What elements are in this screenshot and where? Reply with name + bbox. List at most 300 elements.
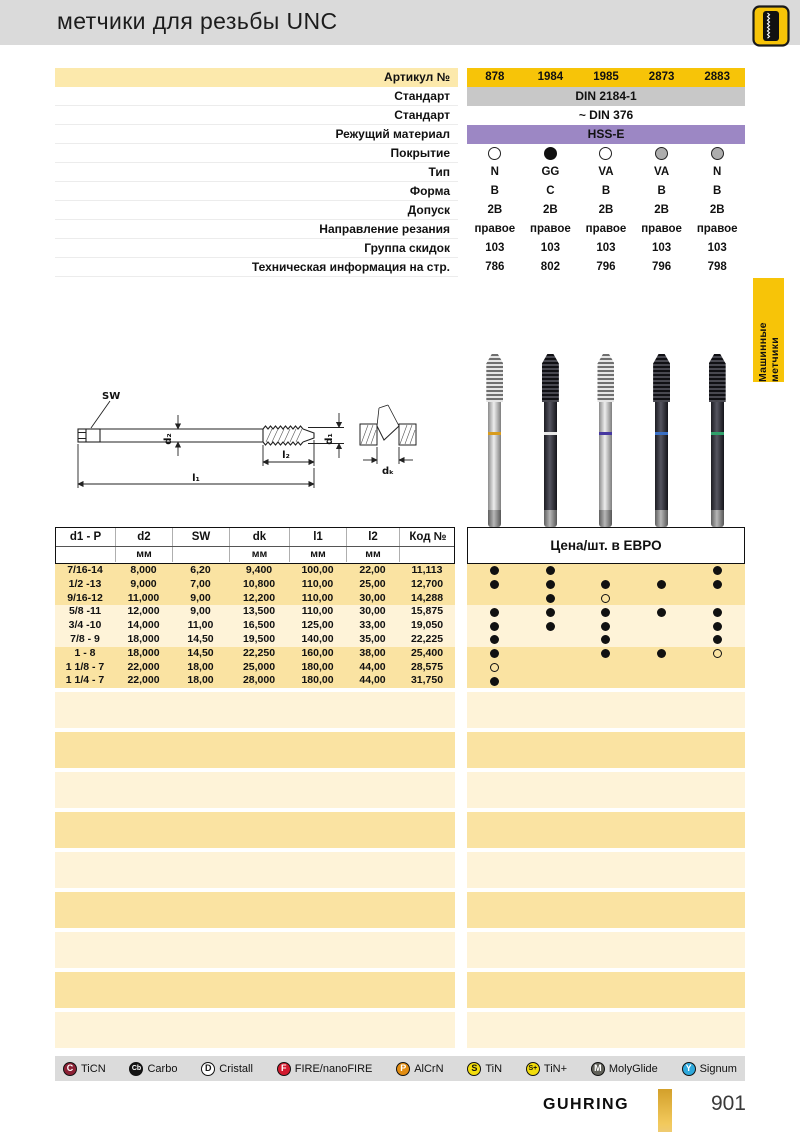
tap-photo <box>486 354 503 528</box>
empty-band-left <box>55 772 455 808</box>
tap-photo <box>709 354 726 528</box>
page-header <box>0 0 800 45</box>
filled-availability-dot-icon <box>546 566 555 575</box>
dot-cell <box>689 661 745 675</box>
color-ring <box>711 432 724 435</box>
filled-availability-dot-icon <box>713 622 722 631</box>
dot-cell <box>467 647 523 661</box>
table-cell: 9,000 <box>130 577 157 590</box>
legend-badge-splus-icon: S+ <box>526 1062 540 1076</box>
spec-row-values <box>467 125 745 144</box>
table-cell: 22,00 <box>359 564 386 576</box>
price-dot-row <box>467 605 745 619</box>
table-cell: 12,200 <box>242 591 276 604</box>
filled-availability-dot-icon <box>490 608 499 617</box>
tap-square-end <box>655 510 668 527</box>
table-cell: 10,800 <box>242 577 276 590</box>
table-row <box>55 674 455 688</box>
legend-item <box>63 1062 106 1076</box>
legend-label: MolyGlide <box>608 1062 658 1075</box>
table-cell: 110,00 <box>301 577 334 590</box>
spec-row-label: Допуск <box>55 201 458 220</box>
spec-value-cell: B <box>657 185 666 197</box>
dot-cell <box>634 674 690 688</box>
dot-cell <box>523 592 579 606</box>
dot-cell <box>467 661 523 675</box>
main-table-rows <box>55 564 455 688</box>
table-cell: 22,000 <box>127 660 160 673</box>
spec-value-cell: 103 <box>596 242 616 254</box>
table-cell: 25,400 <box>410 646 444 659</box>
filled-availability-dot-icon <box>601 580 610 589</box>
dot-cell <box>523 633 579 647</box>
spec-value-cell: 786 <box>485 261 505 273</box>
legend-badge-y-icon: Y <box>682 1062 696 1076</box>
legend-badge-p-icon: P <box>396 1062 410 1076</box>
table-cell: 110,00 <box>301 605 334 618</box>
table-cell: 8,000 <box>130 564 157 576</box>
filled-availability-dot-icon <box>546 608 555 617</box>
dot-cell <box>578 592 634 606</box>
spec-row-label: Покрытие <box>55 144 458 163</box>
spec-value-cell: 2873 <box>648 71 675 83</box>
tap-square-end <box>599 510 612 527</box>
spec-value-cell: 103 <box>707 242 727 254</box>
spec-row <box>55 125 745 144</box>
table-cell: 110,00 <box>301 591 334 604</box>
gray-coating-dot-icon <box>655 147 668 160</box>
spec-row-label: Группа скидок <box>55 239 458 258</box>
dot-cell <box>689 605 745 619</box>
dot-cell <box>634 661 690 675</box>
dot-cell <box>578 647 634 661</box>
spec-span-value: HSS-E <box>467 125 745 144</box>
main-table-header-row <box>56 528 454 547</box>
page-number: 901 <box>710 1092 746 1115</box>
dot-cell <box>689 647 745 661</box>
table-cell: 22,225 <box>410 632 444 645</box>
spec-value-cell: правое <box>474 223 516 235</box>
table-row <box>55 633 455 647</box>
table-cell: 9,00 <box>190 605 211 618</box>
spec-row <box>55 201 745 220</box>
spec-value-cell: C <box>546 185 555 197</box>
table-cell: 7,00 <box>190 577 211 590</box>
spec-value-cell: правое <box>585 223 627 235</box>
table-cell: 12,000 <box>127 605 160 618</box>
table-cell: 14,000 <box>127 619 160 632</box>
spec-row-values <box>467 144 745 163</box>
empty-band-row <box>55 892 745 928</box>
tap-body <box>599 402 612 510</box>
table-cell: 38,00 <box>359 646 386 659</box>
spec-row-label: Стандарт <box>55 106 458 125</box>
empty-band-left <box>55 692 455 728</box>
table-cell: 44,00 <box>359 660 386 673</box>
dot-cell <box>578 661 634 675</box>
dot-cell <box>467 674 523 688</box>
dot-cell <box>689 619 745 633</box>
dot-cell <box>689 564 745 578</box>
dim-label-l1: l₁ <box>192 473 200 484</box>
spec-row-label: Артикул № <box>55 68 458 87</box>
color-ring <box>599 432 612 435</box>
spec-value-cell: B <box>713 185 722 197</box>
unit-cell <box>400 547 456 562</box>
spec-value-cell: 103 <box>652 242 672 254</box>
column-header: dk <box>230 528 290 546</box>
open-availability-dot-icon <box>490 663 499 672</box>
coating-cell <box>689 147 745 160</box>
legend-badge-f-icon: F <box>277 1062 291 1076</box>
spec-row-values <box>467 239 745 258</box>
empty-band-left <box>55 732 455 768</box>
legend-label: TiCN <box>81 1062 106 1075</box>
dot-cell <box>689 633 745 647</box>
empty-band-right <box>467 932 745 968</box>
spec-value-cell: 2883 <box>704 71 730 83</box>
open-availability-dot-icon <box>713 649 722 658</box>
table-cell: 15,875 <box>410 605 444 618</box>
spec-row-values <box>467 106 745 125</box>
unit-cell <box>173 547 230 562</box>
tap-thread <box>542 354 559 402</box>
spec-value-cell: 2B <box>654 204 669 216</box>
legend-label: Signum <box>699 1062 737 1075</box>
dot-cell <box>634 633 690 647</box>
table-cell: 7/16-14 <box>67 564 103 576</box>
legend-label: TiN+ <box>543 1062 568 1075</box>
price-dot-row <box>467 647 745 661</box>
price-dot-row <box>467 592 745 606</box>
spec-row-values <box>467 182 745 201</box>
tap-body <box>711 402 724 510</box>
tap-square-end <box>711 510 724 527</box>
coating-legend <box>55 1056 745 1081</box>
tap-thread <box>653 354 670 402</box>
tap-thread <box>486 354 503 402</box>
spec-row <box>55 220 745 239</box>
table-cell: 9,400 <box>245 564 273 576</box>
spec-value-cell: 878 <box>485 71 505 83</box>
price-dot-row <box>467 619 745 633</box>
spec-value-cell: GG <box>541 166 560 178</box>
legend-item <box>277 1062 373 1076</box>
table-cell: 5/8 -11 <box>68 605 102 618</box>
dim-label-sw: SW <box>102 391 121 402</box>
spec-value-cell: VA <box>654 166 670 178</box>
empty-band-right <box>467 692 745 728</box>
filled-availability-dot-icon <box>713 580 722 589</box>
table-cell: 1 1/4 - 7 <box>65 674 105 687</box>
dot-cell <box>634 619 690 633</box>
white-coating-dot-icon <box>599 147 612 160</box>
table-cell: 125,00 <box>301 619 334 632</box>
empty-band-right <box>467 852 745 888</box>
spec-row <box>55 87 745 106</box>
empty-band-left <box>55 972 455 1008</box>
spec-value-cell: 2B <box>543 204 558 216</box>
price-dot-row <box>467 674 745 688</box>
legend-label: TiN <box>485 1062 503 1075</box>
legend-badge-d-icon: D <box>201 1062 215 1076</box>
spec-value-cell: 103 <box>485 242 505 254</box>
spec-value-cell: правое <box>530 223 571 235</box>
table-cell: 9,00 <box>190 591 211 604</box>
table-cell: 1 - 8 <box>74 646 96 659</box>
spec-row <box>55 182 745 201</box>
table-cell: 25,00 <box>359 577 386 590</box>
unit-cell <box>56 547 116 562</box>
column-header: l2 <box>347 528 400 546</box>
filled-availability-dot-icon <box>601 649 610 658</box>
dot-cell <box>578 619 634 633</box>
filled-availability-dot-icon <box>657 649 666 658</box>
table-row <box>55 619 455 633</box>
dim-label-d1: d₁ <box>324 433 335 445</box>
legend-item <box>396 1062 443 1076</box>
table-cell: 180,00 <box>301 660 334 673</box>
column-header: SW <box>173 528 230 546</box>
filled-availability-dot-icon <box>657 608 666 617</box>
main-table-units-row <box>56 547 454 562</box>
spec-value-cell: N <box>713 166 722 178</box>
spec-row-label: Форма <box>55 182 458 201</box>
empty-band-right <box>467 812 745 848</box>
empty-band-row <box>55 972 745 1008</box>
spec-value-cell: 1985 <box>593 71 619 83</box>
price-dot-row <box>467 564 745 578</box>
spec-value-cell: N <box>490 166 499 178</box>
table-cell: 44,00 <box>359 674 386 687</box>
dot-cell <box>467 578 523 592</box>
main-table-header <box>55 527 455 564</box>
tap-photo <box>542 354 559 528</box>
table-cell: 30,00 <box>359 591 386 604</box>
dot-cell <box>634 605 690 619</box>
table-row <box>55 647 455 661</box>
spec-row-values <box>467 163 745 182</box>
dot-cell <box>578 605 634 619</box>
table-cell: 28,000 <box>242 674 276 687</box>
empty-band-row <box>55 732 745 768</box>
price-header-box <box>467 527 745 564</box>
table-row <box>55 661 455 675</box>
empty-band-row <box>55 692 745 728</box>
table-cell: 3/4 -10 <box>68 619 102 632</box>
unit-cell: мм <box>116 547 173 562</box>
dot-cell <box>523 564 579 578</box>
color-ring <box>655 432 668 435</box>
spec-value-cell: 1984 <box>537 71 564 83</box>
table-cell: 11,113 <box>411 564 443 576</box>
price-header-label: Цена/шт. в ЕВРО <box>550 538 662 553</box>
empty-band-left <box>55 812 455 848</box>
dot-cell <box>689 592 745 606</box>
empty-band-right <box>467 1012 745 1048</box>
spec-row <box>55 163 745 182</box>
spec-span-value: ~ DIN 376 <box>578 108 634 122</box>
spec-row-label: Техническая информация на стр. <box>55 258 458 277</box>
price-dot-row <box>467 633 745 647</box>
tap-body <box>655 402 668 510</box>
price-dot-rows <box>467 564 745 688</box>
filled-availability-dot-icon <box>546 580 555 589</box>
empty-band-left <box>55 892 455 928</box>
table-cell: 14,50 <box>187 632 214 645</box>
spec-row-values <box>467 201 745 220</box>
legend-item <box>129 1062 177 1076</box>
dot-cell <box>578 564 634 578</box>
legend-item <box>467 1062 502 1076</box>
dot-cell <box>523 661 579 675</box>
table-cell: 9/16-12 <box>67 591 103 604</box>
tap-photo <box>653 354 670 528</box>
table-cell: 19,050 <box>410 619 444 632</box>
empty-bands <box>55 692 745 1052</box>
dot-cell <box>467 619 523 633</box>
dot-cell <box>634 647 690 661</box>
spec-span-value: DIN 2184-1 <box>467 87 745 106</box>
column-header: l1 <box>290 528 347 546</box>
legend-item <box>682 1062 737 1076</box>
filled-availability-dot-icon <box>601 635 610 644</box>
table-cell: 14,50 <box>187 646 214 659</box>
spec-value-cell: правое <box>696 223 738 235</box>
spec-value-cell: 796 <box>596 261 616 273</box>
unit-cell: мм <box>347 547 400 562</box>
table-cell: 11,00 <box>187 619 214 632</box>
spec-row-values <box>467 68 745 87</box>
spec-row-label: Тип <box>55 163 458 182</box>
dot-cell <box>689 674 745 688</box>
table-cell: 31,750 <box>410 674 444 687</box>
filled-availability-dot-icon <box>657 580 666 589</box>
spec-value-cell: 798 <box>707 261 727 273</box>
tap-body <box>544 402 557 510</box>
spec-row-label: Стандарт <box>55 87 458 106</box>
dot-cell <box>467 633 523 647</box>
legend-label: FIRE/nanoFIRE <box>294 1062 373 1075</box>
dot-cell <box>467 605 523 619</box>
footer-accent-bar <box>658 1089 672 1132</box>
spec-value-cell: 2B <box>709 204 725 216</box>
filled-availability-dot-icon <box>713 635 722 644</box>
unit-cell: мм <box>290 547 347 562</box>
empty-band-left <box>55 932 455 968</box>
filled-availability-dot-icon <box>490 649 499 658</box>
column-header: d1 - P <box>56 528 116 546</box>
spec-row-values <box>467 87 745 106</box>
spec-row <box>55 106 745 125</box>
dim-label-d2: d₂ <box>163 433 174 445</box>
legend-badge-m-icon: M <box>591 1062 605 1076</box>
table-cell: 140,00 <box>301 632 334 645</box>
price-dot-row <box>467 578 745 592</box>
spec-value-cell: B <box>490 185 499 197</box>
table-row <box>55 592 455 606</box>
black-coating-dot-icon <box>544 147 557 160</box>
table-cell: 18,00 <box>187 660 214 673</box>
filled-availability-dot-icon <box>490 622 499 631</box>
empty-band-row <box>55 932 745 968</box>
technical-drawing <box>58 384 426 502</box>
legend-badge-cb-icon: Cb <box>129 1062 143 1076</box>
table-cell: 22,000 <box>127 674 160 687</box>
table-cell: 1 1/8 - 7 <box>65 660 105 673</box>
gray-coating-dot-icon <box>711 147 724 160</box>
table-cell: 11,000 <box>127 591 160 604</box>
dot-cell <box>467 592 523 606</box>
spec-row <box>55 144 745 163</box>
empty-band-right <box>467 732 745 768</box>
spec-table <box>55 68 745 277</box>
dim-label-dk: dₖ <box>381 466 395 477</box>
legend-label: Cristall <box>219 1062 253 1075</box>
filled-availability-dot-icon <box>490 566 499 575</box>
empty-band-row <box>55 772 745 808</box>
page-title: метчики для резьбы UNC <box>57 8 338 34</box>
dot-cell <box>578 633 634 647</box>
tap-square-end <box>488 510 501 527</box>
unit-cell: мм <box>230 547 290 562</box>
dot-cell <box>523 619 579 633</box>
table-cell: 28,575 <box>410 660 444 673</box>
spec-value-cell: 2B <box>598 204 614 216</box>
dot-cell <box>523 605 579 619</box>
side-tab-label: Машинные метчики <box>756 322 781 382</box>
dot-cell <box>523 647 579 661</box>
tap-photos <box>467 352 745 528</box>
tap-body <box>488 402 501 510</box>
legend-label: Carbo <box>147 1062 178 1075</box>
column-header: d2 <box>116 528 173 546</box>
spec-value-cell: правое <box>641 223 682 235</box>
table-cell: 18,00 <box>187 674 214 687</box>
coating-cell <box>578 147 634 160</box>
spec-row-label: Направление резания <box>55 220 458 239</box>
color-ring <box>488 432 501 435</box>
spec-value-cell: B <box>601 185 611 197</box>
table-cell: 18,000 <box>127 632 160 645</box>
empty-band-row <box>55 812 745 848</box>
spec-row-values <box>467 220 745 239</box>
filled-availability-dot-icon <box>546 594 555 603</box>
spec-row <box>55 68 745 87</box>
table-cell: 19,500 <box>242 632 276 645</box>
table-cell: 35,00 <box>359 632 386 645</box>
spec-row <box>55 258 745 277</box>
price-dot-row <box>467 661 745 675</box>
filled-availability-dot-icon <box>713 608 722 617</box>
filled-availability-dot-icon <box>490 677 499 686</box>
table-cell: 16,500 <box>242 619 276 632</box>
side-tab-machine-taps <box>753 278 784 382</box>
dot-cell <box>634 592 690 606</box>
table-cell: 33,00 <box>359 619 386 632</box>
dim-label-l2: l₂ <box>282 450 290 461</box>
spec-row <box>55 239 745 258</box>
dot-cell <box>467 564 523 578</box>
machine-tap-icon <box>752 5 790 47</box>
legend-label: AlCrN <box>414 1062 444 1075</box>
dot-cell <box>634 578 690 592</box>
table-cell: 1/2 -13 <box>68 577 102 590</box>
color-ring <box>544 432 557 435</box>
dot-cell <box>689 578 745 592</box>
tap-square-end-outline <box>78 429 100 442</box>
column-header: Код № <box>409 531 447 543</box>
